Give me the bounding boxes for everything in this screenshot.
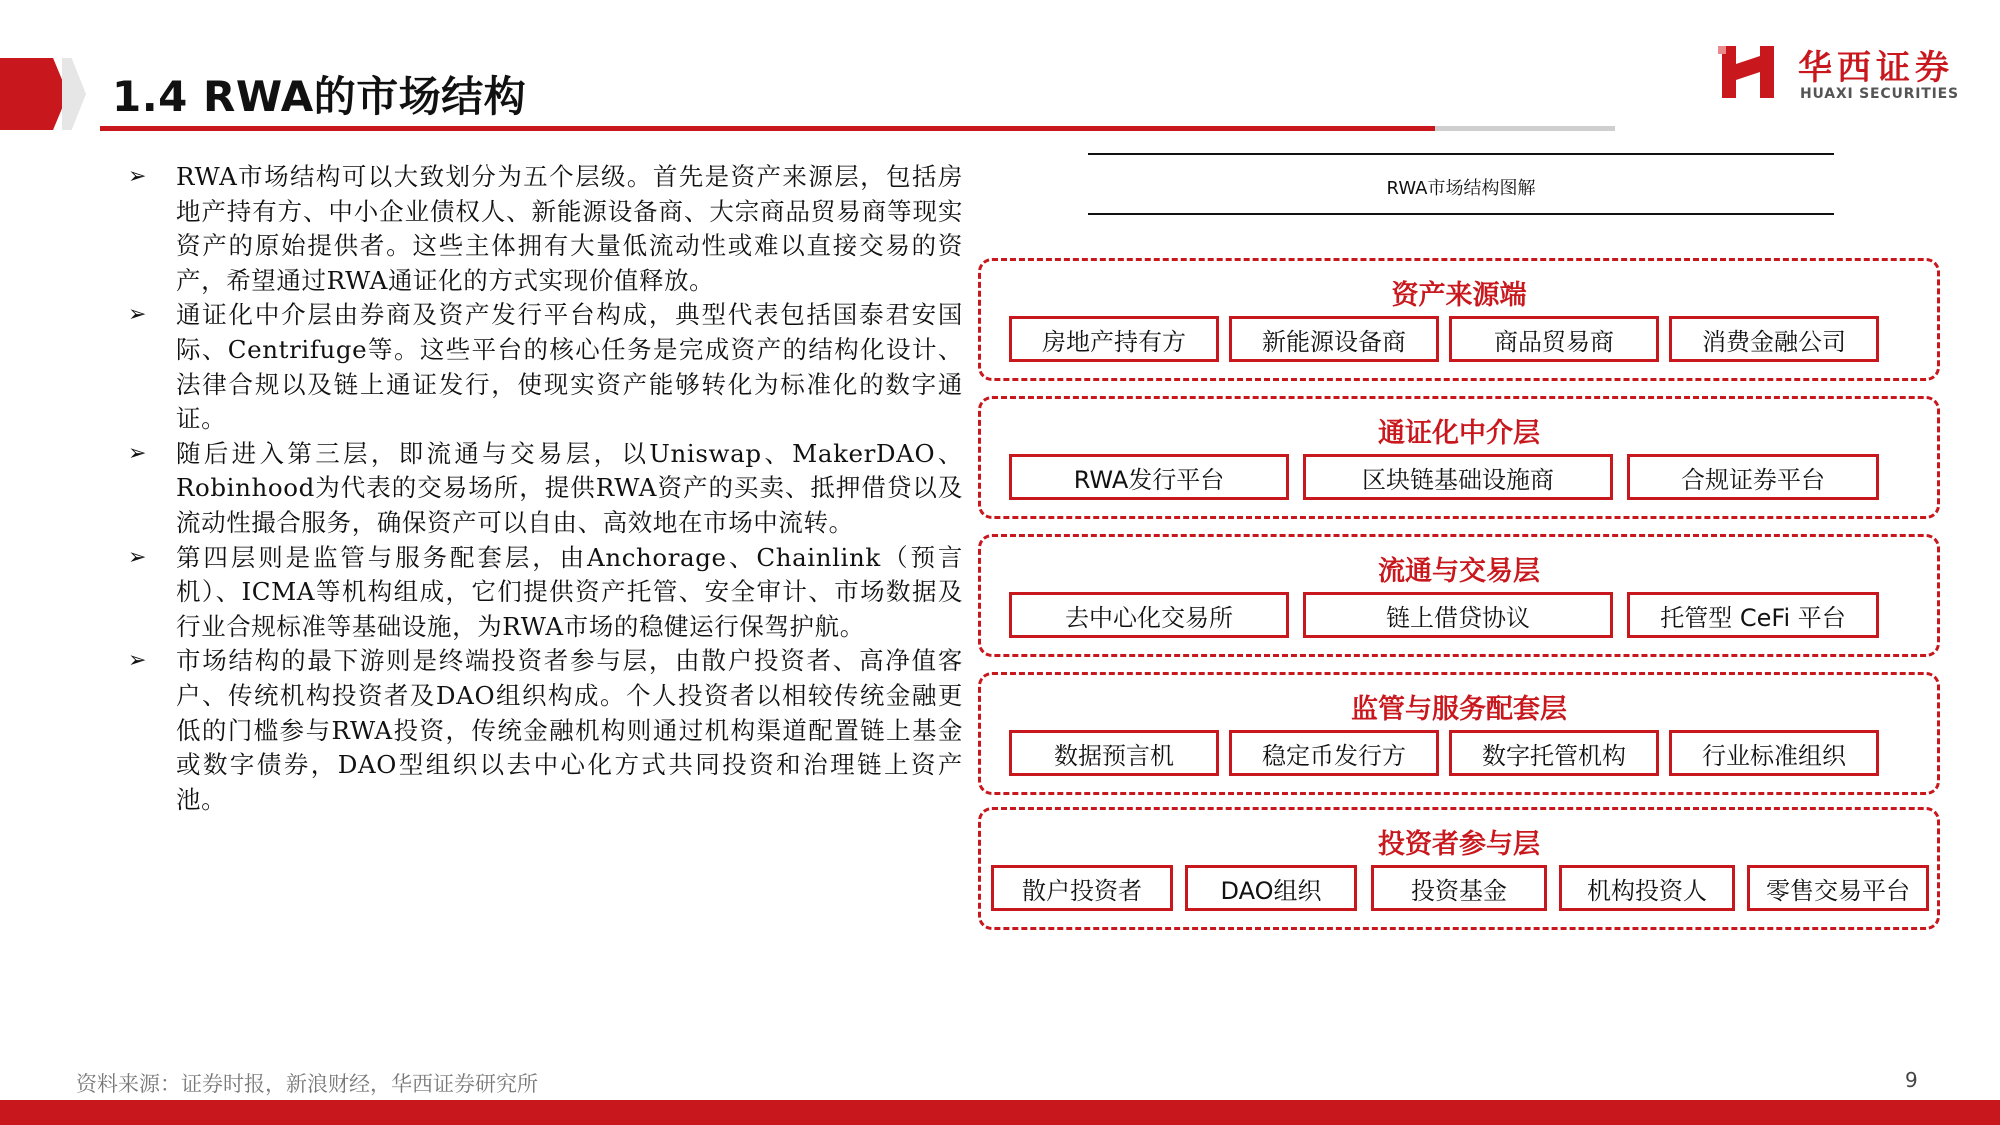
bullet-list — [128, 160, 963, 817]
layer-item: 散户投资者 — [991, 865, 1173, 911]
layer-item: 商品贸易商 — [1449, 316, 1659, 362]
layer-item: DAO组织 — [1185, 865, 1357, 911]
layer-item: 房地产持有方 — [1009, 316, 1219, 362]
diagram-title-rule — [1088, 213, 1834, 215]
title-flag-shadow — [62, 58, 86, 130]
layer-item: 稳定币发行方 — [1229, 730, 1439, 776]
layer-item: 消费金融公司 — [1669, 316, 1879, 362]
layer-item: 去中心化交易所 — [1009, 592, 1289, 638]
title-flag — [0, 58, 68, 130]
layer-title: 流通与交易层 — [1378, 556, 1540, 587]
page-number: 9 — [1905, 1068, 1918, 1092]
layer-item: RWA发行平台 — [1009, 454, 1289, 500]
bullet-item — [128, 644, 963, 817]
bullet-text: 随后进入第三层，即流通与交易层，以Uniswap、MakerDAO、Robinhood为代表的交易场所，提供RWA资产的买卖、抵押借贷以及流动性撮合服务，确保资产可以自由、高效地在市场中流转。 — [176, 438, 963, 537]
layer-item: 新能源设备商 — [1229, 316, 1439, 362]
layer-item: 机构投资人 — [1559, 865, 1735, 911]
arrow-bullet-icon: ➢ — [128, 648, 148, 674]
source-note: 资料来源：证券时报，新浪财经，华西证券研究所 — [76, 1072, 538, 1096]
page-title: 1.4 RWA的市场结构 — [112, 72, 527, 121]
diagram-title: RWA市场结构图解 — [1386, 178, 1536, 199]
layer-tokenization — [978, 396, 1940, 519]
layer-item: 区块链基础设施商 — [1303, 454, 1613, 500]
layer-item: 合规证券平台 — [1627, 454, 1879, 500]
logo-text-en: HUAXI SECURITIES — [1800, 86, 1959, 102]
diagram-top-rule — [1088, 153, 1834, 155]
layer-trading — [978, 534, 1940, 657]
huaxi-logo-icon — [1718, 42, 1778, 102]
logo-text-cn: 华西证券 — [1798, 48, 1954, 88]
bullet-text: 市场结构的最下游则是终端投资者参与层，由散户投资者、高净值客户、传统机构投资者及DAO组织构成。个人投资者以相较传统金融更低的门槛参与RWA投资，传统金融机构则通过机构渠道配置链上基金或数字债券，DAO型组织以去中心化方式共同投资和治理链上资产池。 — [176, 646, 963, 814]
arrow-bullet-icon: ➢ — [128, 164, 148, 189]
layer-title: 通证化中介层 — [1378, 418, 1540, 449]
title-divider-end — [1435, 126, 1615, 131]
layer-item: 投资基金 — [1371, 865, 1547, 911]
layer-regulation-services — [978, 672, 1940, 795]
layer-item: 行业标准组织 — [1669, 730, 1879, 776]
layer-investors — [978, 807, 1940, 930]
bullet-item — [128, 160, 963, 298]
layer-asset-source — [978, 258, 1940, 381]
layer-item: 数字托管机构 — [1449, 730, 1659, 776]
title-divider — [100, 126, 1435, 131]
bullet-text: 第四层则是监管与服务配套层，由Anchorage、Chainlink（预言机）、ICMA等机构组成，它们提供资产托管、安全审计、市场数据及行业合规标准等基础设施，为RWA市场的稳健运行保驾护航。 — [176, 542, 963, 641]
arrow-bullet-icon: ➢ — [128, 302, 148, 328]
layer-item: 链上借贷协议 — [1303, 592, 1613, 638]
footer-bar — [0, 1100, 2000, 1125]
layer-item: 托管型 CeFi 平台 — [1627, 592, 1879, 638]
bullet-text: RWA市场结构可以大致划分为五个层级。首先是资产来源层，包括房地产持有方、中小企业债权人、新能源设备商、大宗商品贸易商等现实资产的原始提供者。这些主体拥有大量低流动性或难以直接交易的资产，希望通过RWA通证化的方式实现价值释放。 — [176, 162, 963, 295]
bullet-text: 通证化中介层由券商及资产发行平台构成，典型代表包括国泰君安国际、Centrifuge等。这些平台的核心任务是完成资产的结构化设计、法律合规以及链上通证发行，使现实资产能够转化为标准化的数字通证。 — [176, 300, 963, 434]
bullet-item — [128, 437, 963, 541]
layer-title: 投资者参与层 — [1378, 829, 1540, 860]
layer-title: 监管与服务配套层 — [1351, 694, 1567, 725]
arrow-bullet-icon: ➢ — [128, 440, 148, 466]
bullet-item — [128, 298, 963, 436]
layer-title: 资产来源端 — [1391, 280, 1527, 311]
layer-item: 数据预言机 — [1009, 730, 1219, 776]
layer-item: 零售交易平台 — [1747, 865, 1929, 911]
bullet-item — [128, 541, 963, 645]
arrow-bullet-icon: ➢ — [128, 544, 148, 570]
